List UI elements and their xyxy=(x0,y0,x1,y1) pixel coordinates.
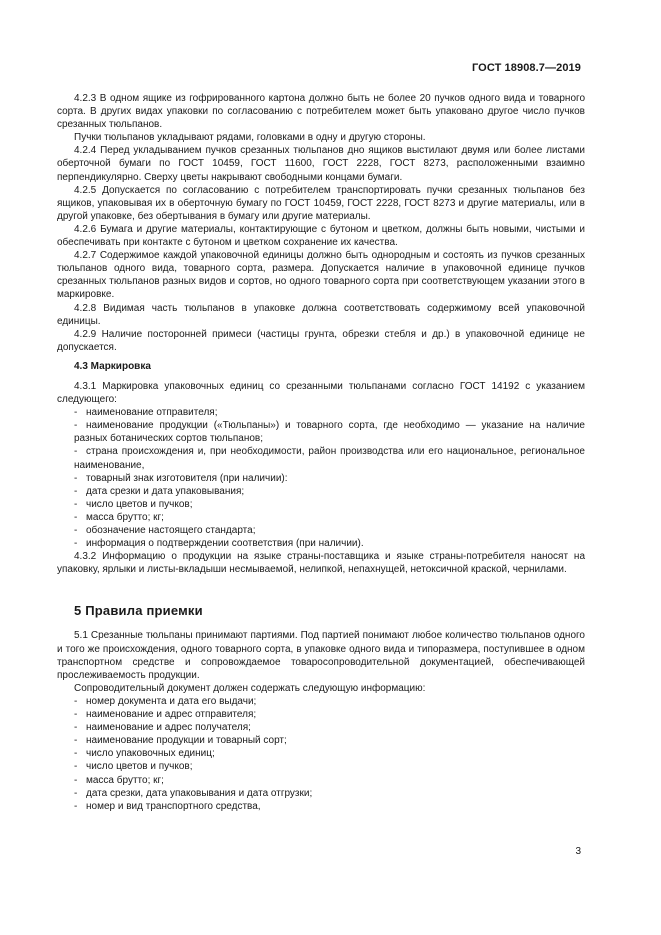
list-item: - дата срезки, дата упаковывания и дата отгрузки; xyxy=(74,787,313,799)
page-content xyxy=(57,92,585,813)
dash-bullet: - xyxy=(74,525,78,536)
dash-bullet: - xyxy=(74,695,78,707)
document-info-list xyxy=(57,695,585,813)
dash-bullet: - xyxy=(74,748,78,760)
paragraph-4-2-8: 4.2.8 Видимая часть тюльпанов в упаковке должна соответствовать содержимому всей упаковочной единицы. xyxy=(57,302,585,327)
paragraph-4-2-4: 4.2.4 Перед укладыванием пучков срезанных тюльпанов дно ящиков выстилают двумя или более листами оберточной бумаги по ГОСТ 10459, ГОСТ 11600, ГОСТ 2228, ГОСТ 8273, расположенными взаимно перпендикулярно. Сверху цветы накрывают свободными концами бумаги. xyxy=(57,145,585,183)
dash-bullet: - xyxy=(74,498,78,510)
list-item: - информация о подтверждении соответствия (при наличии). xyxy=(74,538,364,550)
dash-bullet: - xyxy=(74,472,78,484)
paragraph-4-2-7: 4.2.7 Содержимое каждой упаковочной единицы должно быть однородным и состоять из пучков срезанных тюльпанов одного вида, товарного сорта, размера. Допускается наличие в упаковочной единице пучков срезанных тюльпанов разных видов и сортов, но одного товарного сорта при соответствующем указании этого в маркировке. xyxy=(57,250,585,301)
paragraph-4-2-9: 4.2.9 Наличие посторонней примеси (частицы грунта, обрезки стебля и др.) в упаковочной единице не допускается. xyxy=(57,328,585,353)
list-item: - число цветов и пучков; xyxy=(74,761,193,773)
paragraph-4-2-5: 4.2.5 Допускается по согласованию с потребителем транспортировать пучки срезанных тюльпанов без ящиков, упаковывая их в оберточную бумагу по ГОСТ 10459, ГОСТ 2228, ГОСТ 8273 и другие материалы, или в другой упаковке, без обертывания в бумагу или другие материалы. xyxy=(57,184,585,222)
dash-bullet: - xyxy=(74,787,78,799)
list-item: - номер и вид транспортного средства, xyxy=(74,800,261,812)
dash-bullet: - xyxy=(74,420,78,432)
list-item: - масса брутто; кг; xyxy=(74,774,164,786)
list-item: - обозначение настоящего стандарта; xyxy=(74,525,256,536)
list-item: - номер документа и дата его выдачи; xyxy=(74,695,257,707)
paragraph-4-2-3: 4.2.3 В одном ящике из гофрированного картона должно быть не более 20 пучков одного вида и товарного сорта. В других видах упаковки по согласованию с потребителем может быть упаковано другое число пучков срезанных тюльпанов. xyxy=(57,93,585,131)
list-item: - наименование продукции и товарный сорт; xyxy=(74,735,287,747)
page-number: 3 xyxy=(575,846,581,857)
list-item: - число упаковочных единиц; xyxy=(74,748,215,760)
paragraph-5-1: 5.1 Срезанные тюльпаны принимают партиями. Под партией понимают любое количество тюльпанов одного и того же происхождения, одного товарного сорта, в упаковке одного вида и типоразмера, поступившее в одном транспортном средстве и сопровождаемое товаросопроводительной документацией, обеспечивающей прослеживаемость продукции. xyxy=(57,630,585,681)
list-item: - наименование и адрес получателя; xyxy=(74,722,251,734)
marking-list xyxy=(57,406,585,550)
dash-bullet: - xyxy=(74,446,78,458)
list-item: - наименование и адрес отправителя; xyxy=(74,709,257,721)
paragraph-4-2-6: 4.2.6 Бумага и другие материалы, контактирующие с бутоном и цветком, должны быть новыми, чистыми и обеспечивать при контакте с бутоном и цветком сохранение их качества. xyxy=(57,223,585,249)
dash-bullet: - xyxy=(74,511,78,523)
paragraph-4-3-1: 4.3.1 Маркировка упаковочных единиц со срезанными тюльпанами согласно ГОСТ 14192 с указанием следующего: xyxy=(57,380,585,406)
list-item: - дата срезки и дата упаковывания; xyxy=(74,485,245,497)
list-item: - число цветов и пучков; xyxy=(74,498,193,510)
dash-bullet: - xyxy=(74,709,78,721)
dash-bullet: - xyxy=(74,761,78,773)
dash-bullet: - xyxy=(74,485,78,497)
list-item: - наименование продукции («Тюльпаны») и товарного сорта, где необходимо — указание на наличие разных ботанических сортов тюльпанов; xyxy=(74,420,585,445)
dash-bullet: - xyxy=(74,722,78,734)
list-item: - масса брутто; кг; xyxy=(74,511,164,523)
dash-bullet: - xyxy=(74,774,78,786)
section-title-5: 5 Правила приемки xyxy=(74,603,203,619)
paragraph-4-2-3-cont: Пучки тюльпанов укладывают рядами, головками в одну и другую стороны. xyxy=(74,132,426,144)
dash-bullet: - xyxy=(74,735,78,747)
dash-bullet: - xyxy=(74,800,78,812)
list-item: - страна происхождения и, при необходимости, район производства или его национальное, региональное наименование, xyxy=(74,446,585,471)
paragraph-5-1-cont: Сопроводительный документ должен содержать следующую информацию: xyxy=(74,682,426,694)
dash-bullet: - xyxy=(74,407,78,419)
list-item: - наименование отправителя; xyxy=(74,407,218,419)
subsection-title-4-3: 4.3 Маркировка xyxy=(74,360,151,372)
document-code: ГОСТ 18908.7—2019 xyxy=(471,62,581,74)
dash-bullet: - xyxy=(74,538,78,550)
paragraph-4-3-2: 4.3.2 Информацию о продукции на языке страны-поставщика и языке страны-потребителя наносят на упаковку, ярлыки и листы-вкладыши несмываемой, нелипкой, непахнущей, нетоксичной краской, чернилами. xyxy=(57,551,585,576)
list-item: - товарный знак изготовителя (при наличии): xyxy=(74,472,288,484)
